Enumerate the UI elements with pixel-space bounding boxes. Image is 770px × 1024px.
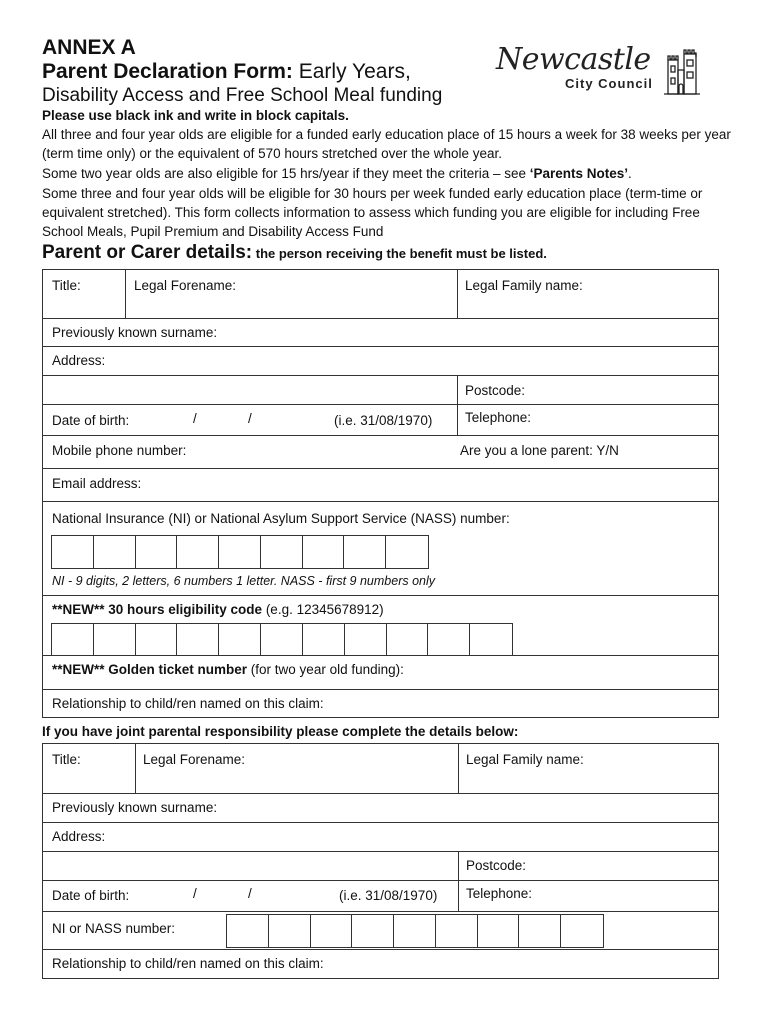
divider xyxy=(457,376,458,404)
joint-relationship-row xyxy=(43,949,718,980)
golden-ticket-row xyxy=(43,655,718,689)
joint-forename-field[interactable]: Legal Forename: xyxy=(143,752,246,767)
joint-telephone-field[interactable]: Telephone: xyxy=(466,886,533,901)
lone-parent-field[interactable]: Are you a lone parent: Y/N xyxy=(460,443,619,458)
ni-row xyxy=(43,501,718,595)
name-row xyxy=(43,270,718,318)
divider xyxy=(457,270,458,318)
char-box[interactable] xyxy=(394,915,436,947)
char-box[interactable] xyxy=(352,915,394,947)
char-box[interactable] xyxy=(303,536,345,568)
char-box[interactable] xyxy=(478,915,520,947)
joint-title-field[interactable]: Title: xyxy=(52,752,81,767)
mobile-field[interactable]: Mobile phone number: xyxy=(52,443,187,458)
form-title-line2: Disability Access and Free School Meal funding xyxy=(42,85,443,106)
char-box[interactable] xyxy=(94,536,136,568)
divider xyxy=(458,852,459,880)
joint-name-row xyxy=(43,744,718,793)
prev-surname-field[interactable]: Previously known surname: xyxy=(52,325,218,340)
form-title xyxy=(42,60,411,84)
relationship-row xyxy=(43,689,718,719)
intro-paragraph-3: Some three and four year olds will be eligible for 30 hours per week funded early education place (term-time or equivalent stretched). This form collects information to assess which funding you are eligible for including Free School Meals, Pupil Premium and Disability Access Fund xyxy=(42,186,703,239)
joint-dob-field[interactable]: Date of birth: xyxy=(52,888,130,903)
intro-paragraph-2 xyxy=(42,164,732,183)
ni-note: NI - 9 digits, 2 letters, 6 numbers 1 letter. NASS - first 9 numbers only xyxy=(52,574,436,588)
eligibility-code-title: 30 hours eligibility code xyxy=(104,602,263,617)
joint-ni-label: NI or NASS number: xyxy=(52,921,176,936)
char-box[interactable] xyxy=(219,624,261,655)
golden-ticket-title: Golden ticket number xyxy=(104,662,248,677)
joint-ni-char-boxes[interactable] xyxy=(226,914,604,948)
dob-field[interactable]: Date of birth: xyxy=(52,413,130,428)
joint-family-name-field[interactable]: Legal Family name: xyxy=(466,752,584,767)
mobile-row xyxy=(43,435,718,468)
parent-section-heading xyxy=(42,242,547,264)
char-box[interactable] xyxy=(94,624,136,655)
dob-row xyxy=(43,404,718,435)
intro-paragraph-1: All three and four year olds are eligible for a funded early education place of 15 hours a week for 38 weeks per year (term time only) or the equivalent of 570 hours stretched over the whole year. xyxy=(42,127,731,161)
address-row xyxy=(43,346,718,375)
divider xyxy=(457,405,458,435)
logo-subtitle: City Council xyxy=(565,76,653,91)
eligibility-code-label xyxy=(52,602,384,617)
form-title-bold: Parent Declaration Form: xyxy=(42,60,293,83)
char-box[interactable] xyxy=(344,536,386,568)
char-box[interactable] xyxy=(219,536,261,568)
char-box[interactable] xyxy=(387,624,429,655)
joint-dob-slash-1: / xyxy=(193,886,197,901)
char-box[interactable] xyxy=(177,624,219,655)
postcode-row xyxy=(43,375,718,404)
char-box[interactable] xyxy=(269,915,311,947)
joint-section-heading: If you have joint parental responsibility please complete the details below: xyxy=(42,724,519,739)
joint-prev-surname-field[interactable]: Previously known surname: xyxy=(52,800,218,815)
char-box[interactable] xyxy=(136,624,178,655)
char-box[interactable] xyxy=(470,624,512,655)
joint-postcode-field[interactable]: Postcode: xyxy=(466,858,527,873)
char-box[interactable] xyxy=(428,624,470,655)
char-box[interactable] xyxy=(436,915,478,947)
char-box[interactable] xyxy=(311,915,353,947)
char-box[interactable] xyxy=(519,915,561,947)
joint-prev-surname-row xyxy=(43,793,718,822)
parent-section-subtitle: the person receiving the benefit must be listed. xyxy=(252,246,547,261)
dob-example: (i.e. 31/08/1970) xyxy=(334,413,433,428)
address-field[interactable]: Address: xyxy=(52,353,106,368)
divider xyxy=(458,881,459,911)
joint-dob-row xyxy=(43,880,718,911)
family-name-field[interactable]: Legal Family name: xyxy=(465,278,583,293)
email-field[interactable]: Email address: xyxy=(52,476,142,491)
char-box[interactable] xyxy=(345,624,387,655)
prev-surname-row xyxy=(43,318,718,346)
divider xyxy=(125,270,126,318)
eligibility-new-tag: **NEW** xyxy=(52,602,105,617)
eligibility-code-row xyxy=(43,595,718,655)
ni-char-boxes[interactable] xyxy=(51,535,429,569)
joint-dob-example: (i.e. 31/08/1970) xyxy=(339,888,438,903)
divider xyxy=(458,744,459,793)
char-box[interactable] xyxy=(386,536,428,568)
char-box[interactable] xyxy=(261,536,303,568)
golden-ticket-rest: (for two year old funding): xyxy=(247,662,404,677)
divider xyxy=(135,744,136,793)
telephone-field[interactable]: Telephone: xyxy=(465,410,532,425)
instruction-text: Please use black ink and write in block capitals. xyxy=(42,108,349,123)
castle-crest-icon xyxy=(664,46,700,98)
forename-field[interactable]: Legal Forename: xyxy=(134,278,237,293)
eligibility-code-boxes[interactable] xyxy=(51,623,513,656)
intro-paragraph-2-a: Some two year olds are also eligible for 15 hrs/year if they meet the criteria – see xyxy=(42,166,530,181)
joint-relationship-field[interactable]: Relationship to child/ren named on this claim: xyxy=(52,956,324,971)
annex-label: ANNEX A xyxy=(42,36,136,59)
council-logo xyxy=(496,42,706,102)
postcode-field[interactable]: Postcode: xyxy=(465,383,526,398)
golden-ticket-new-tag: **NEW** xyxy=(52,662,105,677)
title-field[interactable]: Title: xyxy=(52,278,81,293)
joint-address-row xyxy=(43,822,718,851)
joint-dob-slash-2: / xyxy=(248,886,252,901)
ni-label: National Insurance (NI) or National Asylum Support Service (NASS) number: xyxy=(52,511,510,526)
joint-address-field[interactable]: Address: xyxy=(52,829,106,844)
char-box[interactable] xyxy=(52,536,94,568)
form-title-rest: Early Years, xyxy=(292,60,411,83)
eligibility-code-example: (e.g. 12345678912) xyxy=(262,602,384,617)
char-box[interactable] xyxy=(177,536,219,568)
char-box[interactable] xyxy=(303,624,345,655)
logo-wordmark: Newcastle xyxy=(496,42,651,77)
golden-ticket-field[interactable] xyxy=(52,662,404,677)
char-box[interactable] xyxy=(52,624,94,655)
char-box[interactable] xyxy=(261,624,303,655)
parent-details-form xyxy=(42,269,719,718)
parents-notes-ref: ‘Parents Notes’ xyxy=(529,166,629,181)
joint-details-form xyxy=(42,743,719,979)
dob-slash-2: / xyxy=(248,411,252,426)
char-box[interactable] xyxy=(136,536,178,568)
relationship-field[interactable]: Relationship to child/ren named on this claim: xyxy=(52,696,324,711)
intro-paragraph-2-c: . xyxy=(628,166,632,181)
char-box[interactable] xyxy=(561,915,603,947)
dob-slash-1: / xyxy=(193,411,197,426)
parent-section-title: Parent or Carer details: xyxy=(42,242,253,263)
email-row xyxy=(43,468,718,501)
joint-postcode-row xyxy=(43,851,718,880)
char-box[interactable] xyxy=(227,915,269,947)
joint-ni-row xyxy=(43,911,718,949)
